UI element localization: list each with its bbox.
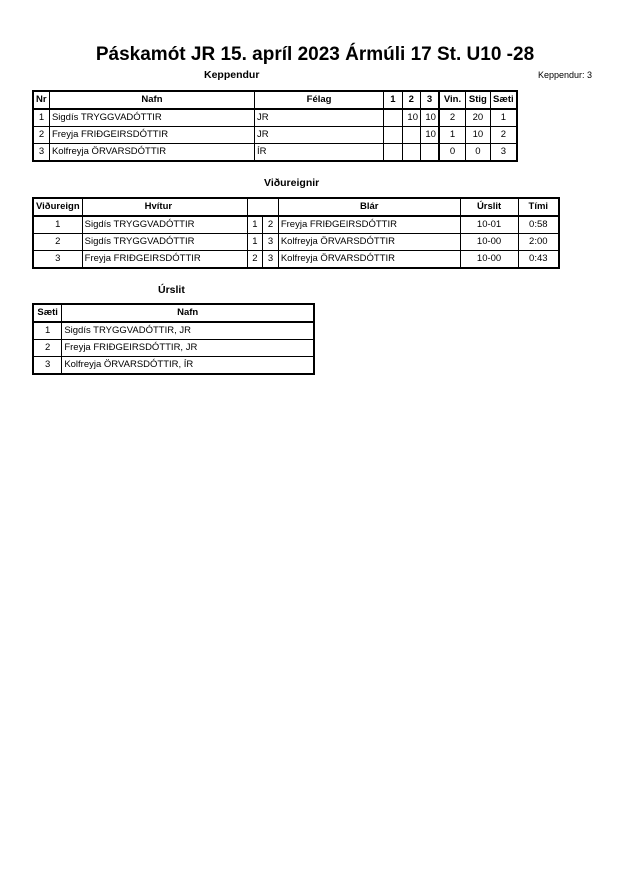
- participant-r2: 10: [402, 109, 420, 127]
- matches-header-row: [33, 198, 559, 216]
- participant-r2: [402, 127, 420, 144]
- participant-name: Freyja FRIÐGEIRSDÓTTIR: [49, 127, 254, 144]
- table-row: [33, 340, 314, 357]
- participant-club: JR: [254, 109, 383, 127]
- result-name: Sigdís TRYGGVADÓTTIR, JR: [62, 322, 314, 340]
- col-points: Stig: [466, 91, 491, 109]
- table-row: [33, 109, 517, 127]
- col-result-name: Nafn: [62, 304, 314, 322]
- match-result: 10-00: [460, 234, 518, 251]
- participant-name: Sigdís TRYGGVADÓTTIR: [49, 109, 254, 127]
- match-result: 10-00: [460, 251, 518, 269]
- table-row: [33, 234, 559, 251]
- participant-club: ÍR: [254, 144, 383, 162]
- col-result-place: Sæti: [33, 304, 62, 322]
- col-club: Félag: [254, 91, 383, 109]
- match-time: 2:00: [518, 234, 559, 251]
- col-blue: Blár: [278, 198, 460, 216]
- participant-nr: 1: [33, 109, 49, 127]
- col-nr: Nr: [33, 91, 49, 109]
- match-white-nr: 2: [247, 251, 263, 269]
- participant-r1: [384, 127, 402, 144]
- col-round-1: 1: [384, 91, 402, 109]
- match-no: 2: [33, 234, 82, 251]
- match-blue: Kolfreyja ÖRVARSDÓTTIR: [278, 234, 460, 251]
- participant-wins: 1: [439, 127, 466, 144]
- match-time: 0:58: [518, 216, 559, 234]
- participant-points: 10: [466, 127, 491, 144]
- table-row: [33, 216, 559, 234]
- col-match: Viðureign: [33, 198, 82, 216]
- participant-place: 3: [490, 144, 517, 162]
- participant-nr: 3: [33, 144, 49, 162]
- participant-wins: 2: [439, 109, 466, 127]
- match-blue-nr: 3: [263, 251, 279, 269]
- results-table: [32, 303, 315, 375]
- table-row: [33, 357, 314, 375]
- participants-heading: Keppendur: [204, 69, 260, 81]
- participant-r3: 10: [421, 109, 439, 127]
- matches-table: [32, 197, 560, 269]
- match-no: 1: [33, 216, 82, 234]
- participant-points: 20: [466, 109, 491, 127]
- participant-r1: [384, 109, 402, 127]
- match-white: Freyja FRIÐGEIRSDÓTTIR: [82, 251, 247, 269]
- matches-heading: Viðureignir: [264, 177, 320, 189]
- match-blue: Freyja FRIÐGEIRSDÓTTIR: [278, 216, 460, 234]
- participants-header-row: [33, 91, 517, 109]
- match-white: Sigdís TRYGGVADÓTTIR: [82, 216, 247, 234]
- match-white: Sigdís TRYGGVADÓTTIR: [82, 234, 247, 251]
- table-row: [33, 322, 314, 340]
- match-time: 0:43: [518, 251, 559, 269]
- match-blue: Kolfreyja ÖRVARSDÓTTIR: [278, 251, 460, 269]
- result-name: Freyja FRIÐGEIRSDÓTTIR, JR: [62, 340, 314, 357]
- page-title: Páskamót JR 15. apríl 2023 Ármúli 17 St. U10 -28: [95, 44, 535, 65]
- col-white: Hvítur: [82, 198, 247, 216]
- participant-count: Keppendur: 3: [538, 70, 593, 80]
- participant-r3: [421, 144, 439, 162]
- col-place: Sæti: [490, 91, 517, 109]
- participants-table: [32, 90, 518, 162]
- result-name: Kolfreyja ÖRVARSDÓTTIR, ÍR: [62, 357, 314, 375]
- results-header-row: [33, 304, 314, 322]
- match-blue-nr: 2: [263, 216, 279, 234]
- results-heading: Úrslit: [158, 284, 185, 296]
- participant-nr: 2: [33, 127, 49, 144]
- participant-wins: 0: [439, 144, 466, 162]
- table-row: [33, 127, 517, 144]
- result-place: 1: [33, 322, 62, 340]
- table-row: [33, 144, 517, 162]
- match-result: 10-01: [460, 216, 518, 234]
- result-place: 3: [33, 357, 62, 375]
- col-round-3: 3: [421, 91, 439, 109]
- participant-name: Kolfreyja ÖRVARSDÓTTIR: [49, 144, 254, 162]
- participant-r1: [384, 144, 402, 162]
- participant-place: 2: [490, 127, 517, 144]
- match-white-nr: 1: [247, 234, 263, 251]
- result-place: 2: [33, 340, 62, 357]
- table-row: [33, 251, 559, 269]
- col-result: Úrslit: [460, 198, 518, 216]
- col-wins: Vin.: [439, 91, 466, 109]
- col-time: Tími: [518, 198, 559, 216]
- participant-place: 1: [490, 109, 517, 127]
- match-blue-nr: 3: [263, 234, 279, 251]
- col-name: Nafn: [49, 91, 254, 109]
- participant-club: JR: [254, 127, 383, 144]
- participant-points: 0: [466, 144, 491, 162]
- col-score-blank: [247, 198, 278, 216]
- participant-r3: 10: [421, 127, 439, 144]
- col-round-2: 2: [402, 91, 420, 109]
- participant-r2: [402, 144, 420, 162]
- match-white-nr: 1: [247, 216, 263, 234]
- match-no: 3: [33, 251, 82, 269]
